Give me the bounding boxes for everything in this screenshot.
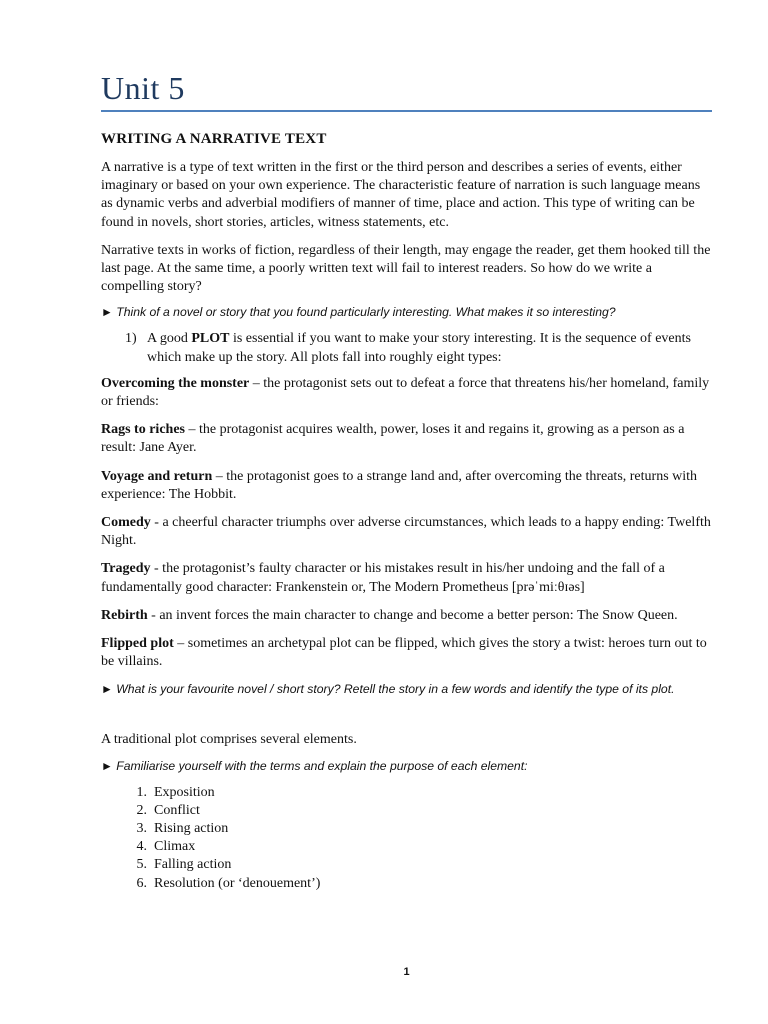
plot-type: Comedy - a cheerful character triumphs over adverse circumstances, which leads to a happy ending: Twelfth Night. (101, 515, 711, 549)
plot-type-term: Comedy (101, 515, 151, 531)
plot-elements-list (101, 784, 712, 893)
list-item: 2. Conflict (136, 802, 200, 818)
plot-type: Flipped plot – sometimes an archetypal plot can be flipped, which gives the story a twist: heroes turn out to be villains. (101, 636, 707, 670)
unit-title: Unit 5 (101, 70, 185, 106)
task-prompt (101, 758, 712, 774)
list-item: 3. Rising action (136, 821, 229, 837)
elements-intro: A traditional plot comprises several elements. (101, 732, 357, 748)
plot-type: Rags to riches – the protagonist acquires wealth, power, loses it and regains it, growing as a person as a result: Jane Ayer. (101, 422, 685, 456)
list-item: 5. Falling action (136, 857, 232, 873)
task-prompt (101, 681, 712, 697)
list-item: 4. Climax (136, 839, 196, 855)
list-item: 6. Resolution (or ‘denouement’) (136, 875, 321, 891)
plot-type: Overcoming the monster – the protagonist sets out to defeat a force that threatens his/her homeland, family or friends: (101, 375, 710, 410)
plot-type-term: Overcoming the monster (101, 375, 250, 391)
list-number: 1) (125, 331, 137, 347)
plot-point-text: A good PLOT is essential if you want to make your story interesting. It is the sequence of events which make up the story. All plots fall into roughly eight types: (147, 331, 691, 365)
plot-type-term: Voyage and return (101, 468, 213, 484)
list-item: 1. Exposition (136, 784, 215, 800)
task-prompt-text: Familiarise yourself with the terms and explain the purpose of each element: (116, 758, 528, 773)
plot-type-term: Rebirth (101, 607, 148, 623)
intro-paragraph: A narrative is a type of text written in the first or the third person and describes a series of events, either imaginary or based on your own experience. The characteristic feature of narration is such language means as dynamic verbs and adverbial modifiers of manner of time, place and action. This type of writing can be found in novels, short stories, articles, witness statements, etc. (101, 160, 701, 230)
plot-term: PLOT (191, 331, 230, 347)
section-heading: WRITING A NARRATIVE TEXT (101, 131, 327, 147)
arrow-icon: ► (101, 305, 113, 320)
arrow-icon: ► (101, 682, 113, 697)
plot-list-item (101, 330, 712, 366)
document-body (101, 131, 712, 893)
plot-type: Tragedy - the protagonist’s faulty character or his mistakes result in his/her undoing and the fall of a fundamentally good character: Frankenstein or, The Modern Prometheus [prəˈmiːθɪəs] (101, 561, 665, 595)
task-prompt-text: What is your favourite novel / short story? Retell the story in a few words and identify the type of its plot. (116, 682, 675, 697)
page-number: 1 (403, 966, 410, 978)
arrow-icon: ► (101, 758, 113, 773)
task-prompt-text: Think of a novel or story that you found particularly interesting. What makes it so interesting? (116, 305, 616, 320)
plot-type-term: Tragedy (101, 561, 151, 577)
plot-type: Rebirth - an invent forces the main character to change and become a better person: The Snow Queen. (101, 607, 678, 623)
title-underline (101, 110, 712, 112)
plot-type: Voyage and return – the protagonist goes to a strange land and, after overcoming the threats, returns with experience: The Hobbit. (101, 468, 698, 502)
plot-type-term: Flipped plot (101, 636, 174, 652)
plot-type-term: Rags to riches (101, 422, 185, 438)
intro-paragraph: Narrative texts in works of fiction, regardless of their length, may engage the reader, get them hooked till the last page. At the same time, a poorly written text will fail to interest readers. So how do we write a compelling story? (101, 242, 711, 295)
task-prompt (101, 304, 712, 320)
